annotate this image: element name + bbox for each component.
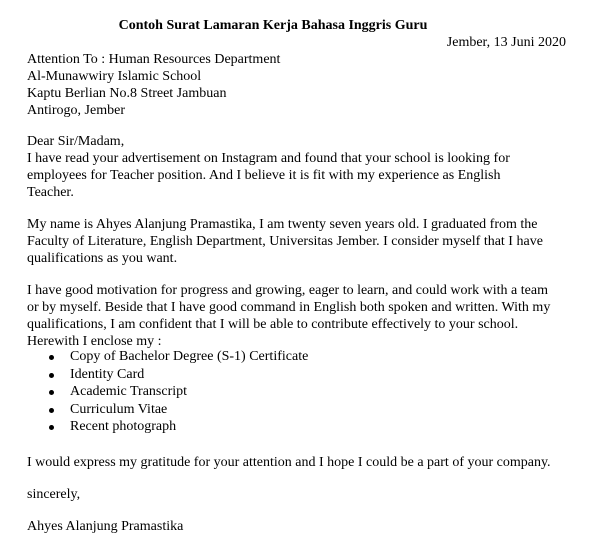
enclosure-item xyxy=(27,366,308,384)
recipient-school: Al-Munawwiry Islamic School xyxy=(27,69,202,84)
paragraph-3-line-2: or by myself. Beside that I have good command in English both spoken and written. With my xyxy=(27,300,551,315)
bullet-icon xyxy=(49,408,54,413)
enclosure-item xyxy=(27,401,308,419)
paragraph-3-line-4: Herewith I enclose my : xyxy=(27,334,162,349)
recipient-address xyxy=(27,51,575,119)
enclosure-item xyxy=(27,418,308,436)
recipient-city: Antirogo, Jember xyxy=(27,103,125,118)
paragraph-1-line-3: Teacher. xyxy=(27,185,74,200)
paragraph-3-line-3: qualifications, I am confident that I will be able to contribute effectively to your school. xyxy=(27,317,519,332)
paragraph-2 xyxy=(27,216,575,267)
paragraph-3-line-1: I have good motivation for progress and growing, eager to learn, and could work with a team xyxy=(27,283,548,298)
bullet-icon xyxy=(49,355,54,360)
signature-name: Ahyes Alanjung Pramastika xyxy=(27,519,184,534)
paragraph-2-line-1: My name is Ahyes Alanjung Pramastika, I am twenty seven years old. I graduated from the xyxy=(27,217,538,232)
letter-title: Contoh Surat Lamaran Kerja Bahasa Inggris Guru xyxy=(118,18,428,33)
paragraph-3 xyxy=(27,282,575,350)
bullet-icon xyxy=(49,373,54,378)
enclosure-item xyxy=(27,348,308,366)
enclosure-label: Curriculum Vitae xyxy=(70,401,168,417)
closing xyxy=(27,486,575,503)
enclosure-label: Identity Card xyxy=(70,366,145,382)
paragraph-2-line-3: qualifications as you want. xyxy=(27,251,178,266)
bullet-icon xyxy=(49,390,54,395)
closing-text: sincerely, xyxy=(27,487,81,502)
recipient-attention: Attention To : Human Resources Department xyxy=(27,52,281,67)
paragraph-1-line-1: I have read your advertisement on Instagram and found that your school is looking for xyxy=(27,151,510,166)
enclosure-label: Copy of Bachelor Degree (S-1) Certificate xyxy=(70,349,309,364)
enclosure-label: Academic Transcript xyxy=(70,384,188,399)
paragraph-1-line-2: employees for Teacher position. And I believe it is fit with my experience as English xyxy=(27,168,501,183)
salutation: Dear Sir/Madam, xyxy=(27,134,125,149)
closing-paragraph-text: I would express my gratitude for your attention and I hope I could be a part of your company. xyxy=(27,455,551,470)
enclosure-list xyxy=(27,348,308,436)
bullet-icon xyxy=(49,425,54,430)
closing-paragraph xyxy=(27,454,575,471)
signature xyxy=(27,518,575,535)
salutation-and-intro xyxy=(27,133,575,201)
letter-date: Jember, 13 Juni 2020 xyxy=(446,35,566,50)
enclosure-label: Recent photograph xyxy=(70,419,177,434)
recipient-street: Kaptu Berlian No.8 Street Jambuan xyxy=(27,86,227,101)
enclosure-item xyxy=(27,383,308,401)
paragraph-2-line-2: Faculty of Literature, English Department, Universitas Jember. I consider myself that I have xyxy=(27,234,543,249)
